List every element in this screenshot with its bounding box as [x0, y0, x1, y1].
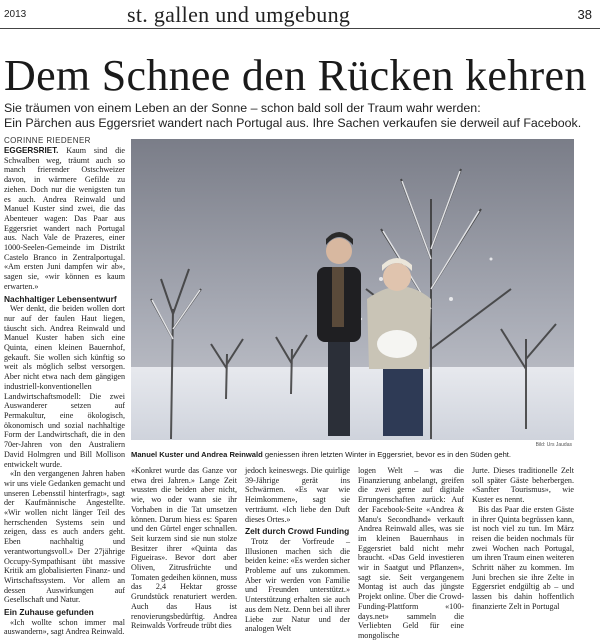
snow-couple-photo: [131, 139, 574, 440]
subhead-line-1: Sie träumen von einem Leben an der Sonne – schon bald soll der Traum wahr werden:: [4, 101, 481, 115]
subheading: Zelt durch Crowd Funding: [245, 526, 350, 537]
caption-names: Manuel Kuster und Andrea Reinwald: [131, 450, 263, 459]
subhead-line-2: Ein Pärchen aus Eggersriet wandert nach Portugal aus. Ihre Sachen verkaufen sie derweil auf Facebook.: [4, 116, 582, 130]
article-photo: [131, 139, 574, 440]
paragraph: logen Welt – was die Finanzierung anbelangt, greifen die zwei gerne auf digitale Errungenschaften zurück: Auf der Facebook-Seite «Andrea & Manu's Secondhand» verkauft Andrea Reinwald alles, was sie im kleinen Bauernhaus in Eggersriet bald nicht mehr braucht. «Das Geld investieren wir in Saatgut und Pflanzen», sagt sie. Seit vergangenem Montag ist auch das jüngste Projekt online. Über die Crowd-Funding-Plattform «100-days.net» sammeln die Verliebten Geld für eine mongolische: [358, 466, 464, 640]
article-column-2: [131, 466, 237, 631]
page-header: [0, 0, 600, 28]
article-column-5: [472, 466, 574, 611]
caption-text: geniessen ihren letzten Winter in Eggersriet, bevor es in den Süden geht.: [264, 450, 512, 459]
paragraph: Trotz der Vorfreude – Illusionen machen sich die beiden keine: «Es werden sicher Probleme auf uns zukommen. Aber wir werden von Familie und Freunden unterstützt.» Unterstützung erhalten sie auch aus dem Netz. Denn bei all ihrer Liebe zur Natur und der analogen Welt: [245, 536, 350, 634]
article-column-4: [358, 466, 464, 640]
article-column-1: [4, 146, 125, 637]
subheading: Nachhaltiger Lebensentwurf: [4, 293, 117, 304]
paragraph: jedoch keineswegs. Die quirlige 39-Jährige gerät ins Schwärmen. «Es war wie Heimkommen», sagt sie verträumt. «Ich liebe den Duft dieses Ortes.»: [245, 466, 350, 524]
paragraph: «Konkret wurde das Ganze vor etwa drei Jahren.» Lange Zeit wussten die beiden aber nicht, wie, wo oder wann sie ihr Vorhaben in die Tat umsetzen können. Darum hiess es: Sparen und den Gürtel enger schnallen. Seit kurzem sind sie nun stolze Besitzer ihrer «Quinta das Figueiras». Bevor dort aber Oliven, Zitrusfrüchte und Tomaten gedeihen können, muss das 2,4 Hektar grosse Grundstück renaturiert werden. Auch das Haus ist renovierungsbedürftig. Andrea Reinwalds Vorfreude trübt dies: [131, 466, 237, 631]
paragraph: «In den vergangenen Jahren haben wir uns viele Gedanken gemacht und unseren Lebensstil hinterfragt», sagt der Kaufmännische Angestellte. «Wir wollen nicht länger Teil des herrschenden Systems sein und zeigen, dass es auch anders geht. Eben nachhaltig und verantwortungsvoll.» Der 27jährige Occupy-Sympathisant übt massive Kritik am globalisierten Finanz- und Wirtschaftssystem. Vor allem an dessen Auswirkungen auf Gesellschaft und Natur.: [4, 469, 125, 605]
section-title: st. gallen und umgebung: [127, 2, 351, 27]
photo-credit: Bild: Urs Jaudas: [535, 442, 572, 448]
header-rule: [0, 28, 600, 29]
headline: Dem Schnee den Rücken kehren: [4, 51, 587, 100]
issue-year: 2013: [4, 9, 27, 20]
article-column-3: [245, 466, 350, 634]
paragraph: «Ich wollte schon immer mal auswandern», sagt Andrea Reinwald.: [4, 617, 125, 637]
photo-caption: [131, 450, 574, 459]
subheading: Ein Zuhause gefunden: [4, 607, 94, 618]
dateline: EGGERSRIET.: [4, 146, 59, 155]
paragraph: Wer denkt, die beiden wollen dort nur auf der faulen Haut liegen, täuscht sich. Andrea Reinwald und Manuel Kuster haben sich eine Quinta, einen kleinen Bauernhof, gekauft. Sie wollen sich künftig so weit als möglich selbst versorgen. Aber nicht etwa nach dem gängigen industriell-konventionellen Landwirtschaftsmodell: Die zwei Auswanderer setzen auf Permakultur, eine ökologisch, ökonomisch und sozial nachhaltige Form der Landwirtschaft, die in den 70er-Jahren von den Australiern David Holmgren und Bill Mollison entwickelt wurde.: [4, 304, 125, 469]
paragraph-text: Kaum sind die Schwalben weg, träumt auch so manch frierender Ostschweizer davon, in wärmere Gefilde zu ziehen. Doch nur die wenigsten tun es auch. Andrea Reinwald und Manuel Kuster sind zwei, die das Abenteuer wagen: Das Paar aus Eggersriet wandert nach Portugal aus. Nach Vale de Prazeres, einer 1000-Seelen-Gemeinde im Distrikt Castelo Branco in Zentralportugal. «Am ersten Juni dampfen wir ab», sagen sie, «wir können es kaum erwarten.»: [4, 146, 125, 291]
paragraph: Bis das Paar die ersten Gäste in ihrer Quinta begrüssen kann, ist noch viel zu tun. Im März reisen die beiden nochmals für zwei Wochen nach Portugal, um ihren Traum einen weiteren Schritt näher zu kommen. Im Juni brechen sie ihre Zelte in Eggersriet endgültig ab – und lassen bis dahin hoffentlich finanzierte Zelt in Portugal: [472, 504, 574, 611]
author-byline: CORINNE RIEDENER: [4, 136, 91, 145]
paragraph: [4, 146, 125, 292]
page-number: 38: [577, 7, 592, 22]
paragraph: Jurte. Dieses traditionelle Zelt soll später Gäste beherbergen. «Sanfter Tourismus», wie Kuster es nennt.: [472, 466, 574, 505]
